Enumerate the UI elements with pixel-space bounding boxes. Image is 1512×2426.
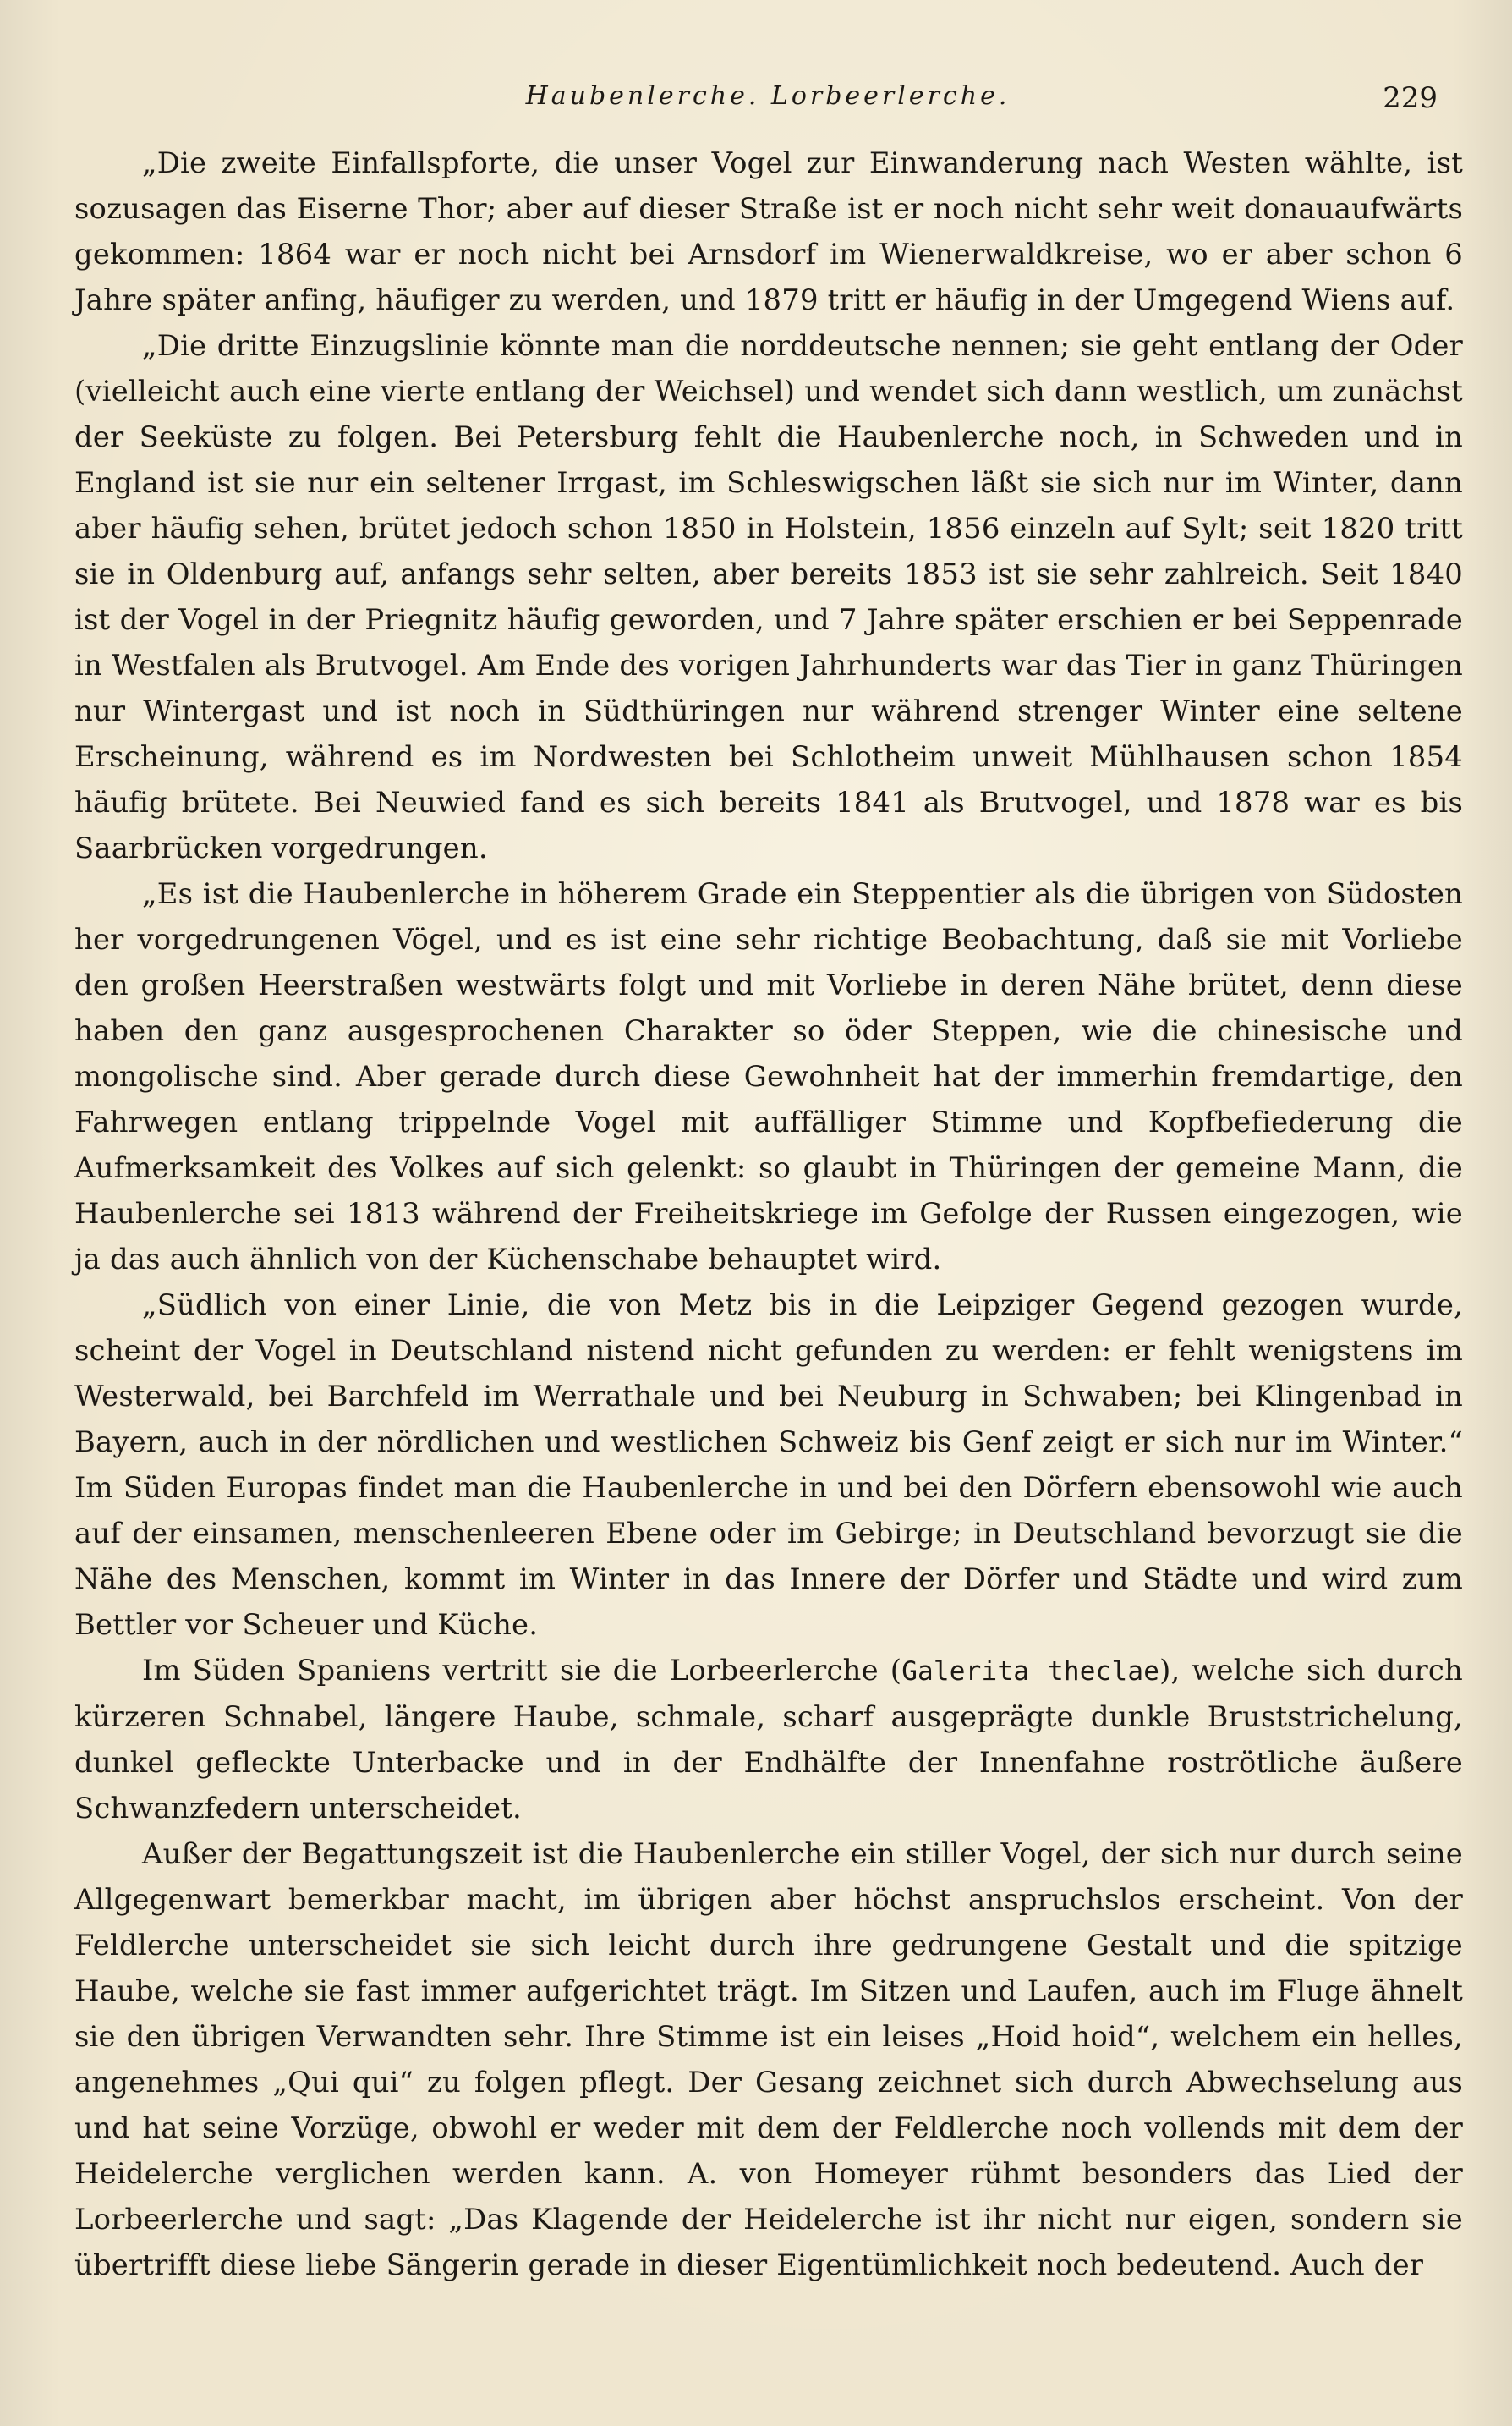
paragraph-4: „Südlich von einer Linie, die von Metz bis in die Leipziger Gegend gezogen wurde, scheint der Vogel in Deutschland nistend nicht gefunden zu werden: er fehlt wenigstens im Westerwald, bei Barchfeld im Werrathale und bei Neuburg in Schwaben; bei Klingenbad in Bayern, auch in der nördlichen und westlichen Schweiz bis Genf zeigt er sich nur im Winter.“ Im Süden Europas findet man die Haubenlerche in und bei den Dörfern ebensowohl wie auch auf der einsamen, menschenleeren Ebene oder im Gebirge; in Deutschland bevorzugt sie die Nähe des Menschen, kommt im Winter in das Innere der Dörfer und Städte und wird zum Bettler vor Scheuer und Küche.	[74, 1288, 1463, 1641]
page-number: 229	[1383, 81, 1438, 115]
paragraph-3: „Es ist die Haubenlerche in höherem Grade ein Steppentier als die übrigen von Südosten her vorgedrungenen Vögel, und es ist eine sehr richtige Beobachtung, daß sie mit Vorliebe den großen Heerstraßen westwärts folgt und mit Vorliebe in deren Nähe brütet, denn diese haben den ganz ausgesprochenen Charakter so öder Steppen, wie die chinesische und mongolische sind. Aber gerade durch diese Gewohnheit hat der immerhin fremdartige, den Fahrwegen entlang trippelnde Vogel mit auffälliger Stimme und Kopfbefiederung die Aufmerksamkeit des Volkes auf sich gelenkt: so glaubt in Thüringen der gemeine Mann, die Haubenlerche sei 1813 während der Freiheitskriege im Gefolge der Russen eingezogen, wie ja das auch ähnlich von der Küchenschabe behauptet wird.	[74, 877, 1463, 1276]
paragraph-5-end: ), welche sich durch kürzeren Schnabel, längere Haube, schmale, scharf ausgeprägte dunkle Bruststrichelung, dunkel gefleckte Unterbacke und in der Endhälfte der Innenfahne roströtliche äußere Schwanzfedern unterscheidet.	[74, 1654, 1463, 1825]
paragraph-5-start: Im Süden Spaniens vertritt sie die Lorbeerlerche (	[142, 1654, 902, 1687]
body-text	[74, 140, 1463, 2288]
running-header	[74, 81, 1461, 129]
paragraph-5	[74, 1648, 1463, 1831]
latin-species-name: Galerita theclae	[901, 1656, 1160, 1687]
running-title: Haubenlerche. Lorbeerlerche.	[525, 81, 1011, 111]
paragraph-6: Außer der Begattungszeit ist die Haubenlerche ein stiller Vogel, der sich nur durch seine Allgegenwart bemerkbar macht, im übrigen aber höchst anspruchslos erscheint. Von der Feldlerche unterscheidet sie sich leicht durch ihre gedrungene Gestalt und die spitzige Haube, welche sie fast immer aufgerichtet trägt. Im Sitzen und Laufen, auch im Fluge ähnelt sie den übrigen Verwandten sehr. Ihre Stimme ist ein leises „Hoid hoid“, welchem ein helles, angenehmes „Qui qui“ zu folgen pflegt. Der Gesang zeichnet sich durch Abwechselung aus und hat seine Vorzüge, obwohl er weder mit dem der Feldlerche noch vollends mit dem der Heidelerche verglichen werden kann. A. von Homeyer rühmt besonders das Lied der Lorbeerlerche und sagt: „Das Klagende der Heidelerche ist ihr nicht nur eigen, sondern sie übertrifft diese liebe Sängerin gerade in dieser Eigentümlichkeit noch bedeutend. Auch der	[74, 1837, 1463, 2281]
paragraph-2: „Die dritte Einzugslinie könnte man die norddeutsche nennen; sie geht entlang der Oder (vielleicht auch eine vierte entlang der Weichsel) und wendet sich dann westlich, um zunächst der Seeküste zu folgen. Bei Petersburg fehlt die Haubenlerche noch, in Schweden und in England ist sie nur ein seltener Irrgast, im Schleswigschen läßt sie sich nur im Winter, dann aber häufig sehen, brütet jedoch schon 1850 in Holstein, 1856 einzeln auf Sylt; seit 1820 tritt sie in Oldenburg auf, anfangs sehr selten, aber bereits 1853 ist sie sehr zahlreich. Seit 1840 ist der Vogel in der Priegnitz häufig geworden, und 7 Jahre später erschien er bei Seppenrade in Westfalen als Brutvogel. Am Ende des vorigen Jahrhunderts war das Tier in ganz Thüringen nur Wintergast und ist noch in Südthüringen nur während strenger Winter eine seltene Erscheinung, während es im Nordwesten bei Schlotheim unweit Mühlhausen schon 1854 häufig brütete. Bei Neuwied fand es sich bereits 1841 als Brutvogel, und 1878 war es bis Saarbrücken vorgedrungen.	[74, 329, 1463, 864]
paragraph-1: „Die zweite Einfallspforte, die unser Vogel zur Einwanderung nach Westen wählte, ist sozusagen das Eiserne Thor; aber auf dieser Straße ist er noch nicht sehr weit donauaufwärts gekommen: 1864 war er noch nicht bei Arnsdorf im Wienerwaldkreise, wo er aber schon 6 Jahre später anfing, häufiger zu werden, und 1879 tritt er häufig in der Umgegend Wiens auf.	[74, 146, 1463, 316]
